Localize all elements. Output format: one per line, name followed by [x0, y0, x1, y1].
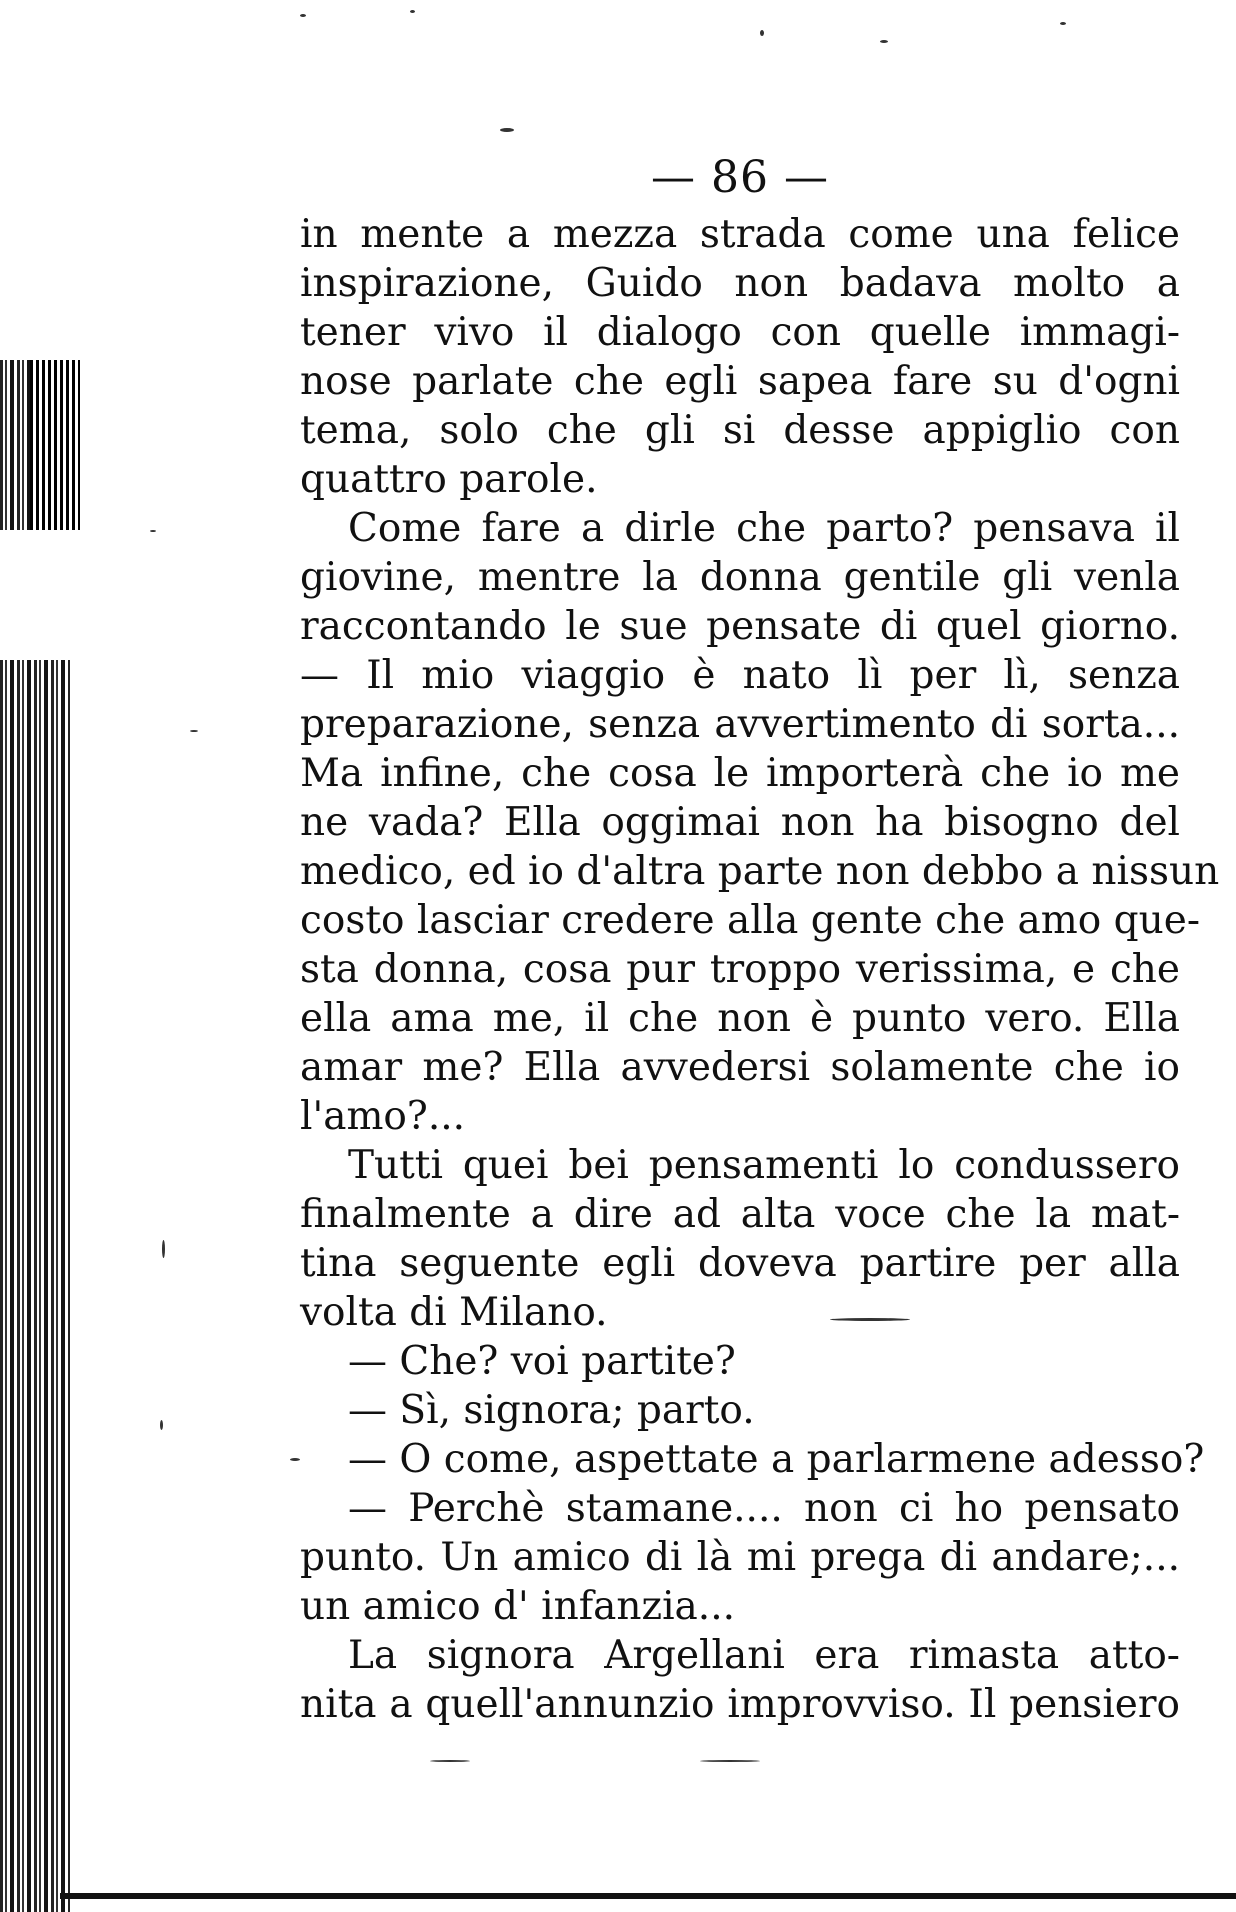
scan-speck	[160, 1420, 163, 1430]
text-line: La signora Argellani era rimasta atto-	[348, 1633, 1180, 1678]
text-line: Tutti quei bei pensamenti lo condussero	[348, 1143, 1180, 1188]
text-line: giovine, mentre la donna gentile gli venla	[300, 555, 1180, 600]
text-line: Come fare a dirle che parto? pensava il	[348, 506, 1180, 551]
text-line: l'amo?...	[300, 1094, 466, 1139]
text-line: nita a quell'annunzio improvviso. Il pensiero	[300, 1682, 1180, 1727]
text-line: amar me? Ella avvedersi solamente che io	[300, 1045, 1180, 1090]
text-line: Ma infine, che cosa le importerà che io me	[300, 751, 1180, 796]
text-line: tema, solo che gli si desse appiglio con	[300, 408, 1180, 453]
scan-speck	[300, 14, 306, 17]
bottom-edge-rule	[60, 1893, 1236, 1899]
text-line: preparazione, senza avvertimento di sorta...	[300, 702, 1180, 747]
text-line: in mente a mezza strada come una felice	[300, 212, 1180, 257]
text-line: — O come, aspettate a parlarmene adesso?	[348, 1437, 1205, 1482]
text-line: ne vada? Ella oggimai non ha bisogno del	[300, 800, 1180, 845]
scan-speck	[430, 1760, 470, 1762]
text-line: un amico d' infanzia...	[300, 1584, 735, 1629]
text-line: medico, ed io d'altra parte non debbo a nissun	[300, 849, 1220, 894]
text-line: — Sì, signora; parto.	[348, 1388, 755, 1433]
scan-speck	[880, 40, 888, 43]
book-spine-gap	[0, 530, 70, 660]
scan-speck	[700, 1760, 760, 1762]
text-line: tener vivo il dialogo con quelle immagi-	[300, 310, 1180, 355]
scan-speck	[500, 128, 514, 132]
scan-speck	[290, 1458, 300, 1461]
scan-speck	[162, 1240, 165, 1258]
scan-speck	[1060, 22, 1066, 25]
text-line: quattro parole.	[300, 457, 598, 502]
book-spine-edge-top	[30, 360, 80, 530]
text-line: raccontando le sue pensate di quel giorno.	[300, 604, 1180, 649]
scan-speck	[410, 10, 415, 13]
text-line: — Il mio viaggio è nato lì per lì, senza	[300, 653, 1180, 698]
text-line: — Perchè stamane.... non ci ho pensato	[348, 1486, 1180, 1531]
text-line: volta di Milano.	[300, 1290, 608, 1335]
text-line: punto. Un amico di là mi prega di andare;...	[300, 1535, 1180, 1580]
scan-speck	[190, 730, 198, 732]
text-line: ella ama me, il che non è punto vero. Ella	[300, 996, 1180, 1041]
text-line: tina seguente egli doveva partire per alla	[300, 1241, 1180, 1286]
text-line: costo lasciar credere alla gente che amo que-	[300, 898, 1201, 943]
scan-speck	[760, 30, 764, 36]
text-line: finalmente a dire ad alta voce che la mat-	[300, 1192, 1180, 1237]
scan-speck	[150, 530, 156, 532]
page-number: — 86 —	[651, 152, 829, 203]
text-line: inspirazione, Guido non badava molto a	[300, 261, 1180, 306]
text-line: sta donna, cosa pur troppo verissima, e che	[300, 947, 1180, 992]
body-text	[300, 210, 1220, 1729]
text-line: nose parlate che egli sapea fare su d'ogni	[300, 359, 1180, 404]
text-line: — Che? voi partite?	[348, 1339, 736, 1384]
